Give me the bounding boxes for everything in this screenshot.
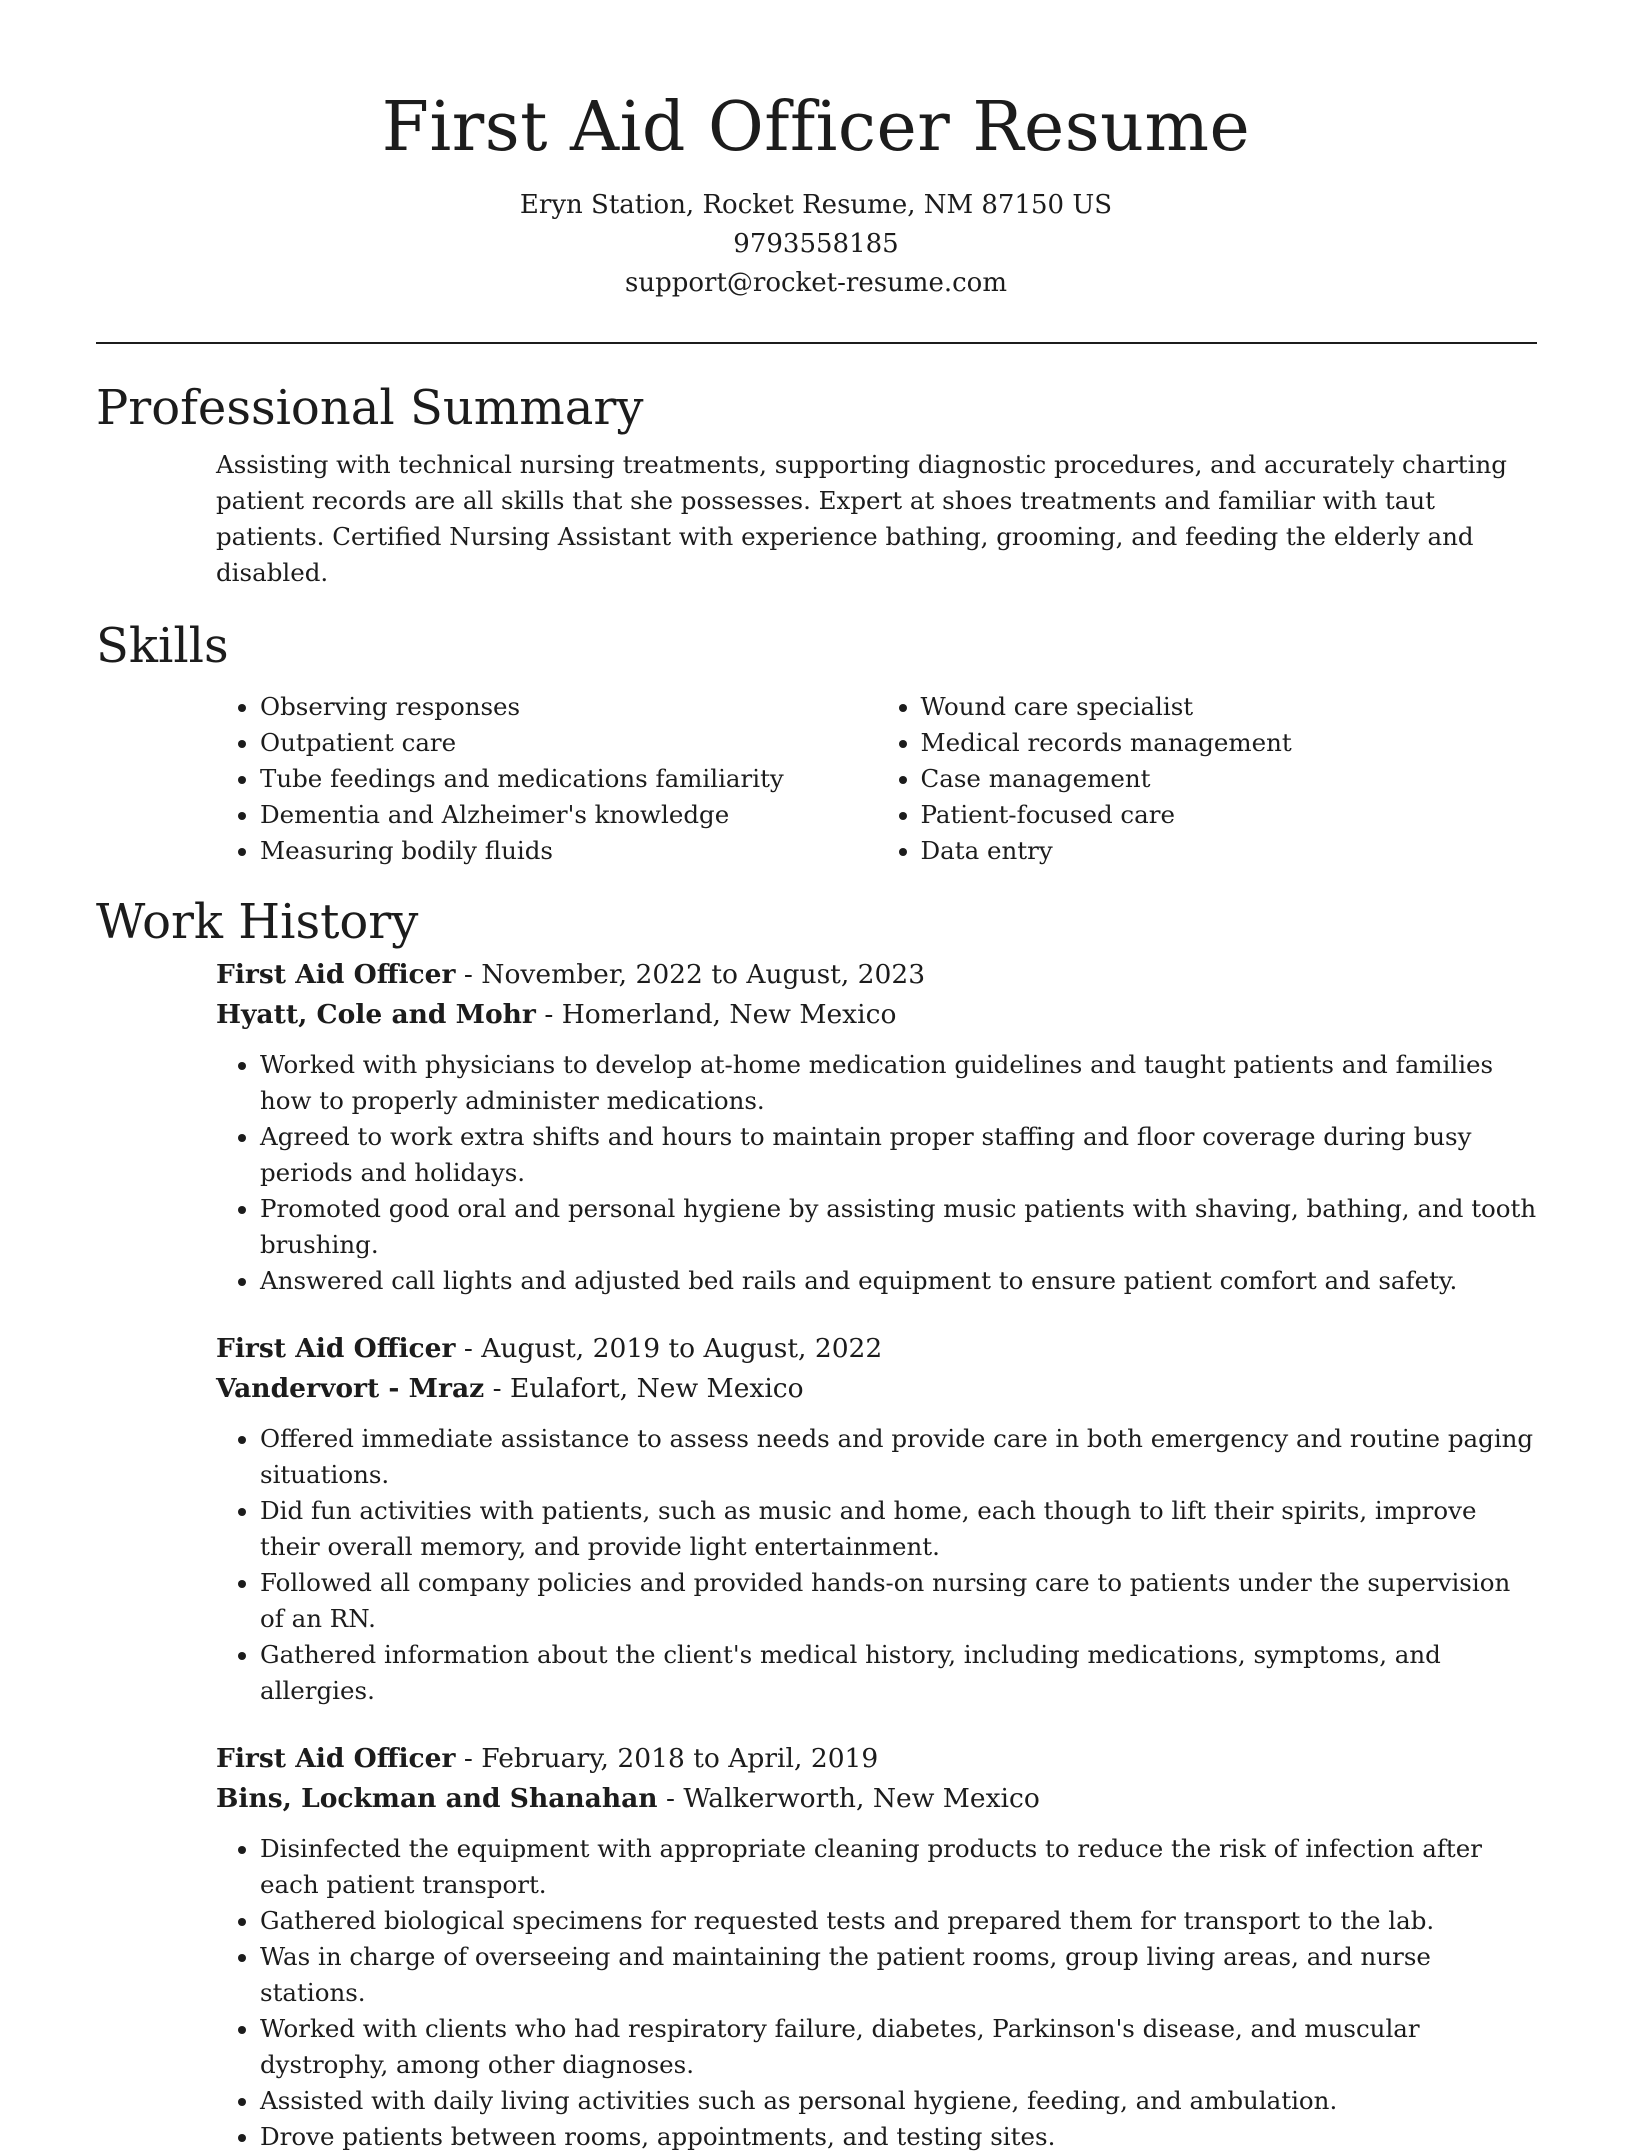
summary-heading: Professional Summary	[96, 380, 644, 436]
skill-item: • Measuring bodily fluids	[260, 833, 877, 869]
job-dates: - August, 2019 to August, 2022	[455, 1333, 883, 1364]
duty-item: • Worked with physicians to develop at-home medication guidelines and taught patients and families how to properly administer medications.	[260, 1047, 1537, 1119]
duty-item: • Followed all company policies and provided hands-on nursing care to patients under the supervision of an RN.	[260, 1565, 1537, 1637]
skill-item: • Observing responses	[260, 689, 877, 725]
job-duties	[216, 1047, 1537, 1299]
job-company: Hyatt, Cole and Mohr	[216, 999, 536, 1030]
resume-title: First Aid Officer Resume	[381, 88, 1251, 167]
duty-item: • Gathered biological specimens for requested tests and prepared them for transport to the lab.	[260, 1903, 1537, 1939]
resume-body	[96, 375, 1537, 2155]
work-history-heading: Work History	[96, 894, 419, 950]
skill-item: • Wound care specialist	[921, 689, 1538, 725]
job-role: First Aid Officer	[216, 959, 456, 990]
skills-heading: Skills	[96, 618, 229, 674]
duty-item: • Gathered information about the client's medical history, including medications, symptoms, and allergies.	[260, 1637, 1537, 1709]
job-company-line	[216, 1779, 1537, 1819]
job-entry	[216, 1739, 1537, 2155]
contact-info	[0, 186, 1632, 303]
summary-text: Assisting with technical nursing treatments, supporting diagnostic procedures, and accurately charting patient records are all skills that she possesses. Expert at shoes treatments and familiar with taut patients. Certified Nursing Assistant with experience bathing, grooming, and feeding the elderly and disabled.	[216, 450, 1507, 587]
job-title-line	[216, 1329, 1537, 1369]
skill-item: • Dementia and Alzheimer's knowledge	[260, 797, 877, 833]
skill-item: • Medical records management	[921, 725, 1538, 761]
skill-item: • Patient-focused care	[921, 797, 1538, 833]
skills-column-left	[216, 689, 877, 869]
contact-address: Eryn Station, Rocket Resume, NM 87150 US	[519, 190, 1113, 220]
job-entry	[216, 1329, 1537, 1709]
job-company-line	[216, 1369, 1537, 1409]
job-duties	[216, 1831, 1537, 2155]
duty-item: • Offered immediate assistance to assess needs and provide care in both emergency and routine paging situations.	[260, 1421, 1537, 1493]
job-role: First Aid Officer	[216, 1743, 456, 1774]
duty-item: • Did fun activities with patients, such as music and home, each though to lift their spirits, improve their overall memory, and provide light entertainment.	[260, 1493, 1537, 1565]
duty-item: • Was in charge of overseeing and maintaining the patient rooms, group living areas, and nurse stations.	[260, 1939, 1537, 2011]
contact-phone: 9793558185	[733, 229, 899, 259]
duty-item: • Agreed to work extra shifts and hours to maintain proper staffing and floor coverage during busy periods and holidays.	[260, 1119, 1537, 1191]
job-entry	[216, 955, 1537, 1299]
job-location: - Walkerworth, New Mexico	[657, 1783, 1040, 1814]
skills-column-right	[877, 689, 1538, 869]
job-company-line	[216, 995, 1537, 1035]
job-company: Bins, Lockman and Shanahan	[216, 1783, 658, 1814]
job-dates: - February, 2018 to April, 2019	[455, 1743, 879, 1774]
skill-item: • Tube feedings and medications familiarity	[260, 761, 877, 797]
resume-header	[0, 84, 1632, 303]
skill-item: • Data entry	[921, 833, 1538, 869]
contact-email: support@rocket-resume.com	[624, 268, 1007, 298]
header-divider	[96, 342, 1537, 344]
job-location: - Eulafort, New Mexico	[484, 1373, 804, 1404]
skill-item: • Case management	[921, 761, 1538, 797]
duty-item: • Answered call lights and adjusted bed rails and equipment to ensure patient comfort and safety.	[260, 1263, 1537, 1299]
job-title-line	[216, 955, 1537, 995]
duty-item: • Worked with clients who had respiratory failure, diabetes, Parkinson's disease, and muscular dystrophy, among other diagnoses.	[260, 2011, 1537, 2083]
duty-item: • Assisted with daily living activities such as personal hygiene, feeding, and ambulation.	[260, 2083, 1537, 2119]
duty-item: • Disinfected the equipment with appropriate cleaning products to reduce the risk of infection after each patient transport.	[260, 1831, 1537, 1903]
job-title-line	[216, 1739, 1537, 1779]
duty-item: • Promoted good oral and personal hygiene by assisting music patients with shaving, bathing, and tooth brushing.	[260, 1191, 1537, 1263]
job-location: - Homerland, New Mexico	[535, 999, 897, 1030]
job-duties	[216, 1421, 1537, 1709]
skills-grid	[216, 679, 1537, 869]
job-dates: - November, 2022 to August, 2023	[455, 959, 926, 990]
job-role: First Aid Officer	[216, 1333, 456, 1364]
duty-item: • Drove patients between rooms, appointments, and testing sites.	[260, 2119, 1537, 2155]
skill-item: • Outpatient care	[260, 725, 877, 761]
job-company: Vandervort - Mraz	[216, 1373, 485, 1404]
